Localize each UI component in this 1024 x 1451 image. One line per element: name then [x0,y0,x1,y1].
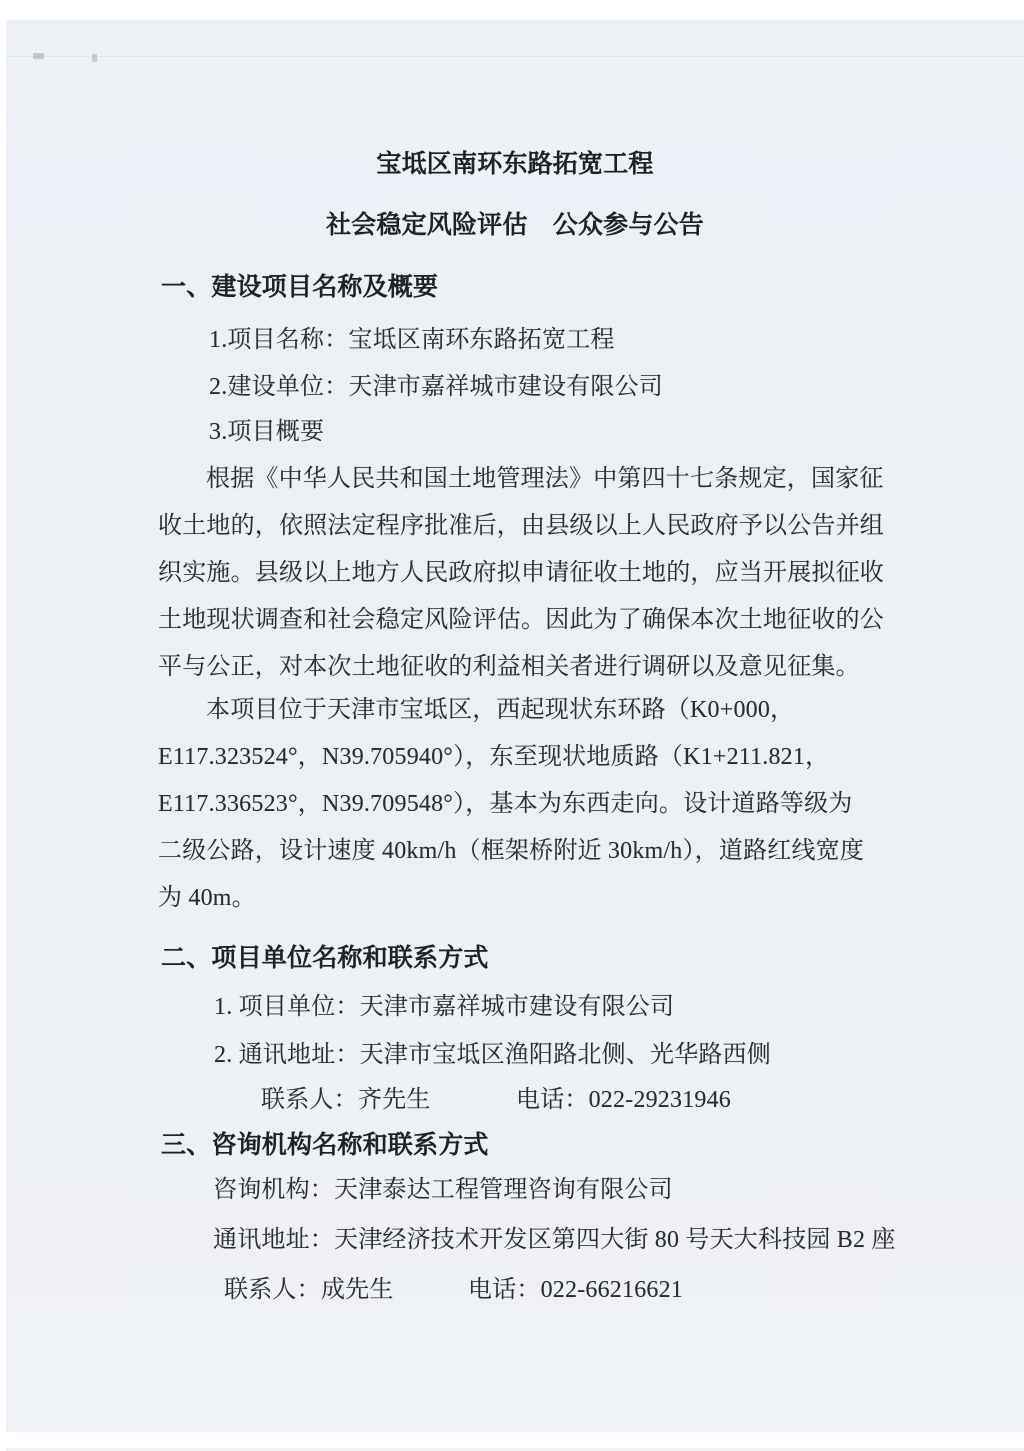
paragraph-line: 土地现状调查和社会稳定风险评估。因此为了确保本次土地征收的公 [158,607,884,633]
contact-person-name: 齐先生 [358,1087,431,1113]
section1-item-project-name: 1.项目名称：宝坻区南环东路拓宽工程 [209,327,615,353]
document-title-line1: 宝坻区南环东路拓宽工程 [376,151,654,178]
paragraph-line: 为 40m。 [158,885,256,911]
paragraph-line: 根据《中华人民共和国土地管理法》中第四十七条规定，国家征 [206,466,884,492]
section2-heading: 二、项目单位名称和联系方式 [161,945,489,972]
phone-label: 电话： [468,1277,541,1303]
contact-phone [516,1083,731,1117]
section2-item-mailing-address: 2. 通讯地址：天津市宝坻区渔阳路北侧、光华路西侧 [214,1042,771,1068]
contact-person-name: 成先生 [321,1277,394,1303]
scan-edge-line [6,56,1024,57]
paragraph-legal-basis [158,456,888,691]
paragraph-line: 本项目位于天津市宝坻区，西起现状东环路（K0+000， [206,697,795,723]
section2-contact-line [6,1083,1024,1117]
scan-paper-area [6,20,1024,1432]
section3-contact-line [6,1273,1024,1307]
paragraph-line: 收土地的，依照法定程序批准后，由县级以上人民政府予以公告并组 [158,513,884,539]
paragraph-line: 二级公路，设计速度 40km/h（框架桥附近 30km/h），道路红线宽度 [158,838,865,864]
scan-artifact-speck [92,54,97,62]
section3-consulting-agency: 咨询机构：天津泰达工程管理咨询有限公司 [213,1177,673,1203]
phone-label: 电话： [516,1087,589,1113]
section1-heading: 一、建设项目名称及概要 [161,274,439,301]
section1-item-construction-unit: 2.建设单位：天津市嘉祥城市建设有限公司 [209,374,663,400]
scan-artifact-speck [33,53,44,59]
contact-phone [468,1273,683,1307]
paragraph-line: 织实施。县级以上地方人民政府拟申请征收土地的，应当开展拟征收 [158,560,884,586]
phone-number: 022-66216621 [540,1277,684,1303]
section2-item-project-unit: 1. 项目单位：天津市嘉祥城市建设有限公司 [214,994,675,1020]
section1-item-project-summary: 3.项目概要 [209,419,325,445]
contact-person-label: 联系人： [224,1277,321,1303]
document-title-line2: 社会稳定风险评估 公众参与公告 [325,212,704,239]
contact-person-label: 联系人： [261,1087,358,1113]
paragraph-line: 平与公正，对本次土地征收的利益相关者进行调研以及意见征集。 [158,654,860,680]
section3-mailing-address: 通讯地址：天津经济技术开发区第四大街 80 号天大科技园 B2 座 [213,1227,896,1253]
section3-heading: 三、咨询机构名称和联系方式 [161,1132,489,1159]
phone-number: 022-29231946 [588,1087,732,1113]
paragraph-project-location [158,687,888,922]
paragraph-line: E117.323524°，N39.705940°），东至现状地质路（K1+211.821， [158,744,830,770]
paragraph-line: E117.336523°，N39.709548°），基本为东西走向。设计道路等级为 [158,791,853,817]
